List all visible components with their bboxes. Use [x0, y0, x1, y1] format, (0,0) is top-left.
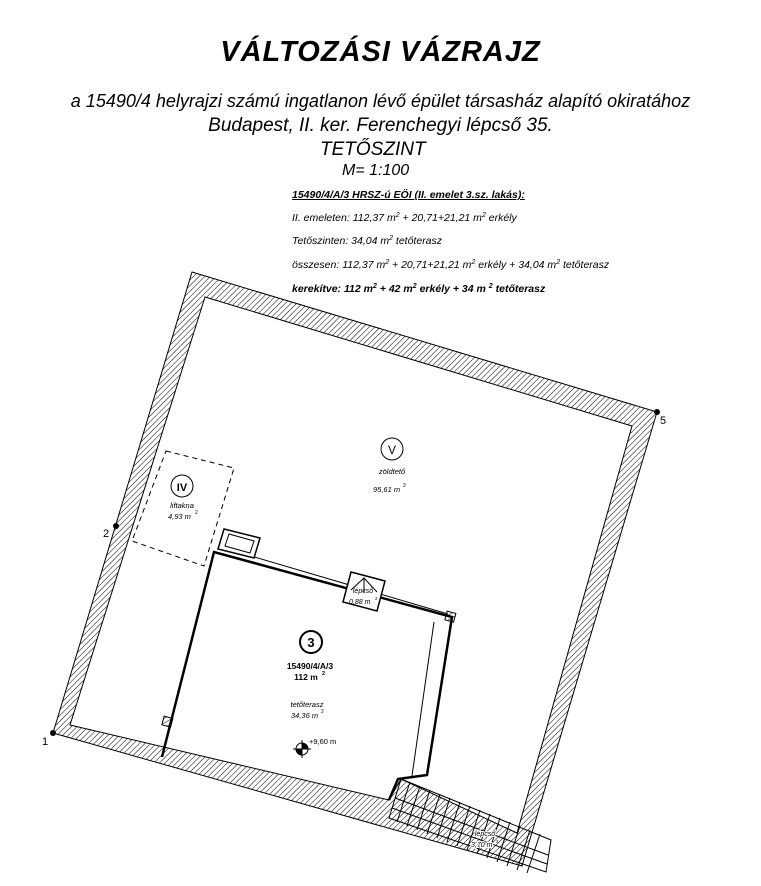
info-line-rounded: kerekítve: 112 $m^2 + 42$ $m^2$ erkély + 34 m $^2$ tetőterasz [292, 283, 546, 295]
zone-iv-name: liftakna [170, 501, 194, 510]
small-stair-area-sup: 2 [375, 596, 378, 601]
info-line-roof: Tetőszinten: 34,04 $m^2$ tetőterasz [292, 235, 443, 247]
info-heading: 15490/4/A/3 HRSZ-ú EÖI (II. emelet 3.sz. lakás): [292, 189, 525, 201]
unit-3-area-sup: 2 [322, 671, 326, 677]
zone-iv-area: 4,93 m [168, 512, 191, 521]
corner-point-2 [113, 523, 119, 529]
corner-point-1 [50, 730, 56, 736]
scale-label: M= 1:100 [342, 162, 410, 179]
zone-v-name: zöldtető [378, 467, 406, 476]
terrace-name: tetőterasz [290, 700, 324, 709]
zone-iv-roman: IV [176, 482, 188, 494]
small-stair-name: lépcső [352, 588, 374, 595]
corner-label-2: 2 [103, 528, 110, 540]
drawing-subtitle-address: Budapest, II. ker. Ferenchegyi lépcső 35. [208, 115, 553, 136]
drawing-subtitle-purpose: a 15490/4 helyrajzi számú ingatlanon lévő épület társasház alapító okiratához [70, 91, 691, 111]
unit-3-number: 3 [307, 635, 315, 650]
column-marker [162, 716, 173, 727]
terrace-area: 34,36 m [291, 711, 319, 720]
info-line-floor2: II. emeleten: 112,37 $m^2 + 20,71+21,21$ $m^2$ erkély [292, 212, 517, 224]
zone-v-area: 95,61 m [373, 485, 401, 494]
big-stair-area: 3,70 m [471, 842, 493, 849]
floor-level-label: TETŐSZINT [320, 139, 426, 160]
column-marker [445, 611, 456, 622]
terrace-area-sup: 2 [321, 709, 324, 715]
zone-iv-area-sup: 2 [195, 510, 198, 516]
terrace-inner-line [224, 548, 448, 614]
outer-wall [53, 272, 657, 866]
zone-v-area-sup: 2 [403, 483, 406, 489]
info-line-total: összesen: 112,37 $m^2 + 20,71+21,21$ $m^2$ erkély + 34,04 $m^2$ tetőterasz [292, 259, 610, 271]
big-stair-name: lépcső [474, 831, 496, 838]
unit-3-area: 112 m [294, 672, 318, 682]
big-stair-area-sup: 2 [496, 839, 499, 844]
corner-label-5: 5 [660, 415, 667, 427]
corner-label-1: 1 [42, 736, 49, 748]
elevation-label: +9,60 m [309, 737, 337, 746]
unit-3-hrsz: 15490/4/A/3 [286, 661, 334, 671]
drawing-title: VÁLTOZÁSI VÁZRAJZ [220, 36, 541, 68]
zone-v-roman: V [387, 443, 397, 457]
small-stair-area: 0,88 m [349, 599, 371, 606]
